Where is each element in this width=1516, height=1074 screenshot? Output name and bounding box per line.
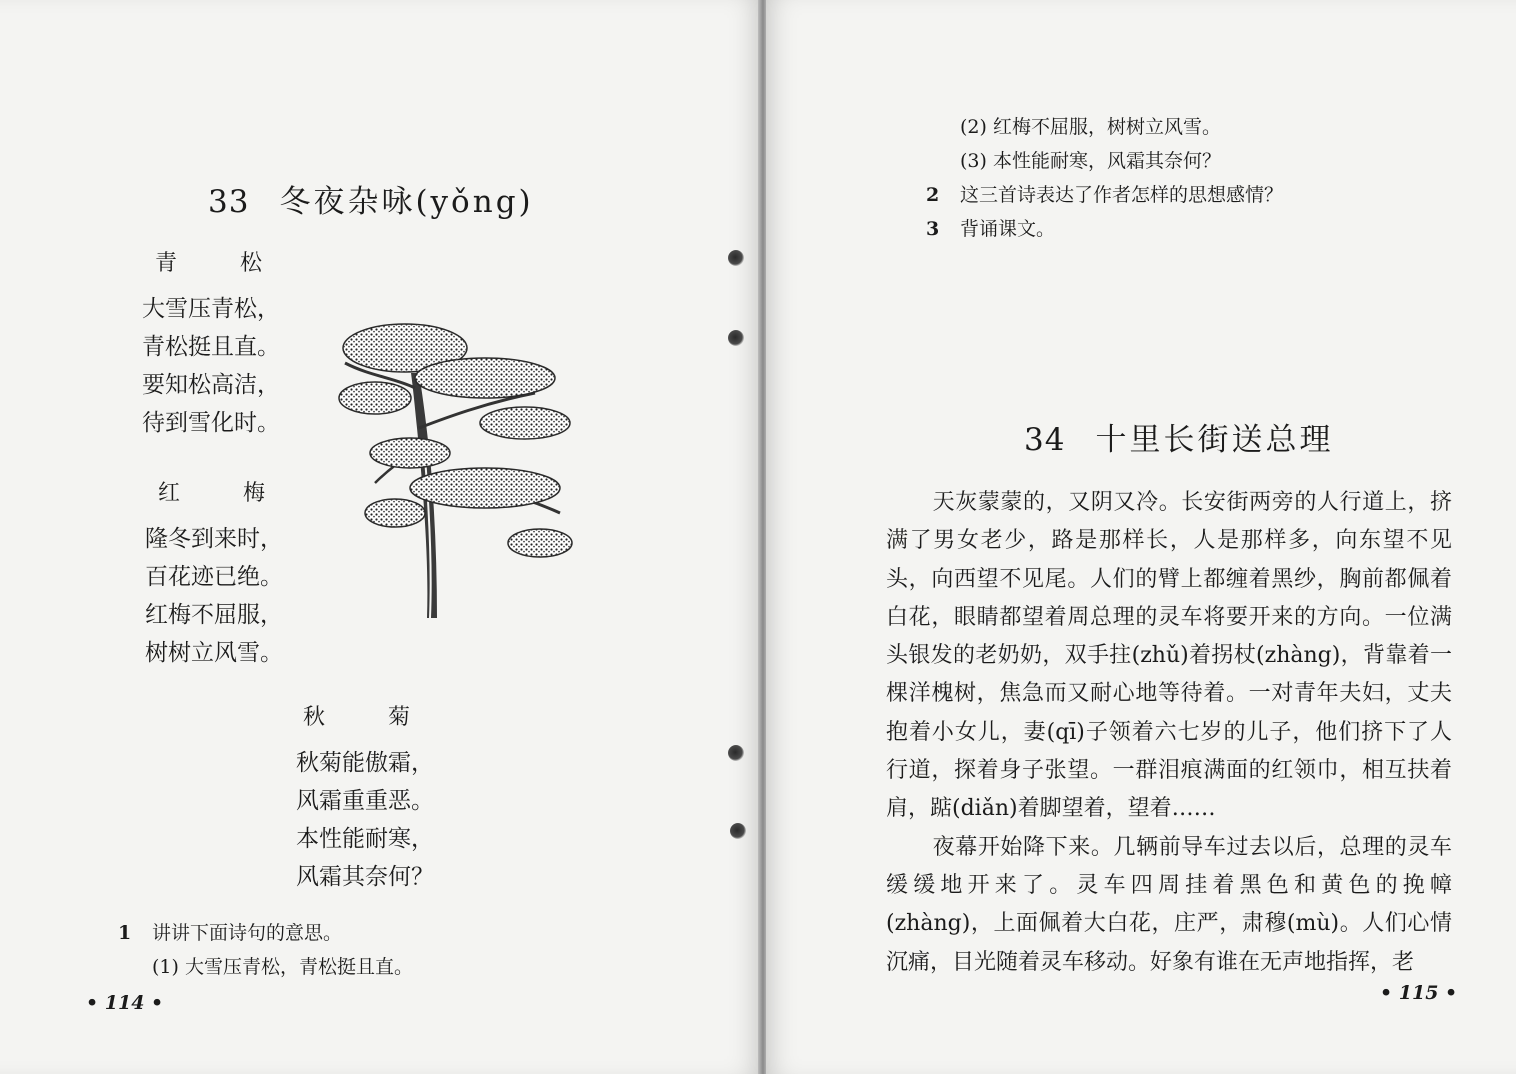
poem-line: 青松挺且直。	[142, 334, 280, 360]
question-number: 2	[926, 184, 940, 206]
binding-hole-icon	[728, 250, 744, 266]
poem-line: 要知松高洁，	[142, 372, 280, 398]
paragraph-text: 夜幕开始降下来。几辆前导车过去以后，总理的灵车缓缓地开来了。灵车四周挂着黑色和黄色的挽幛(zhàng)，上面佩着大白花，庄严，肃穆(mù)。人们心情沉痛，目光随着灵车移动。好象有谁在无声地指挥，老	[886, 834, 1452, 975]
lesson-34-heading	[1024, 414, 1333, 459]
poem-line: 隆冬到来时，	[145, 526, 283, 552]
poem-line: 风霜其奈何？	[296, 864, 434, 890]
questions-block	[118, 916, 413, 984]
right-page	[766, 0, 1516, 1074]
poem-line: 树树立风雪。	[145, 640, 283, 666]
poem-title: 秋 菊	[303, 705, 438, 730]
question-item	[926, 212, 1283, 246]
lesson-title: 冬夜杂咏(yǒng)	[279, 184, 534, 220]
question-item	[926, 144, 1283, 178]
question-text: 这三首诗表达了作者怎样的思想感情？	[960, 184, 1284, 206]
poem-line: 红梅不屈服，	[145, 602, 283, 628]
page-number: • 114 •	[86, 992, 164, 1014]
poem-title: 青 松	[155, 251, 290, 276]
poem-qiuju-body	[296, 744, 434, 896]
lesson-number: 34	[1024, 422, 1066, 458]
poem-line: 待到雪化时。	[142, 410, 280, 436]
poem-qiuju	[303, 700, 438, 731]
question-text: 背诵课文。	[960, 218, 1056, 240]
pine-tree-icon	[335, 318, 585, 628]
paragraph	[886, 484, 1452, 829]
lesson-body	[886, 484, 1452, 982]
poem-qingsong	[155, 246, 290, 277]
binding-hole-icon	[730, 823, 746, 839]
question-text: (1) 大雪压青松，青松挺且直。	[152, 956, 413, 978]
paragraph	[886, 829, 1452, 982]
question-item	[926, 178, 1283, 212]
questions-continued	[926, 110, 1283, 246]
question-number: 3	[926, 218, 940, 240]
poem-line: 秋菊能傲霜，	[296, 750, 434, 776]
question-text: (3) 本性能耐寒，风霜其奈何？	[960, 150, 1221, 172]
poem-line: 风霜重重恶。	[296, 788, 434, 814]
poem-hongmei-body	[145, 520, 283, 672]
question-item	[926, 110, 1283, 144]
poem-qingsong-body	[142, 290, 280, 442]
binding-hole-icon	[728, 330, 744, 346]
poem-line: 百花迹已绝。	[145, 564, 283, 590]
question-text: 讲讲下面诗句的意思。	[152, 922, 343, 944]
question-item	[118, 950, 413, 984]
lesson-number: 33	[208, 184, 250, 220]
lesson-33-heading	[208, 176, 534, 221]
page-number: • 115 •	[1380, 982, 1458, 1004]
lesson-title: 十里长街送总理	[1095, 422, 1334, 458]
question-text: (2) 红梅不屈服，树树立风雪。	[960, 116, 1221, 138]
poem-line: 本性能耐寒，	[296, 826, 434, 852]
question-number: 1	[118, 922, 132, 944]
paragraph-text: 天灰蒙蒙的，又阴又冷。长安街两旁的人行道上，挤满了男女老少，路是那样长，人是那样多，向东望不见头，向西望不见尾。人们的臂上都缠着黑纱，胸前都佩着白花，眼睛都望着周总理的灵车将要开来的方向。一位满头银发的老奶奶，双手拄(zhǔ)着拐杖(zhàng)，背靠着一棵洋槐树，焦急而又耐心地等待着。一对青年夫妇，丈夫抱着小女儿，妻(qī)子领着六七岁的儿子，他们挤下了人行道，探着身子张望。一群泪痕满面的红领巾，相互扶着肩，踮(diǎn)着脚望着，望着……	[886, 490, 1452, 822]
binding-hole-icon	[728, 745, 744, 761]
poem-hongmei	[158, 476, 293, 507]
poem-line: 大雪压青松，	[142, 296, 280, 322]
poem-title: 红 梅	[158, 481, 293, 506]
question-item	[118, 916, 413, 950]
